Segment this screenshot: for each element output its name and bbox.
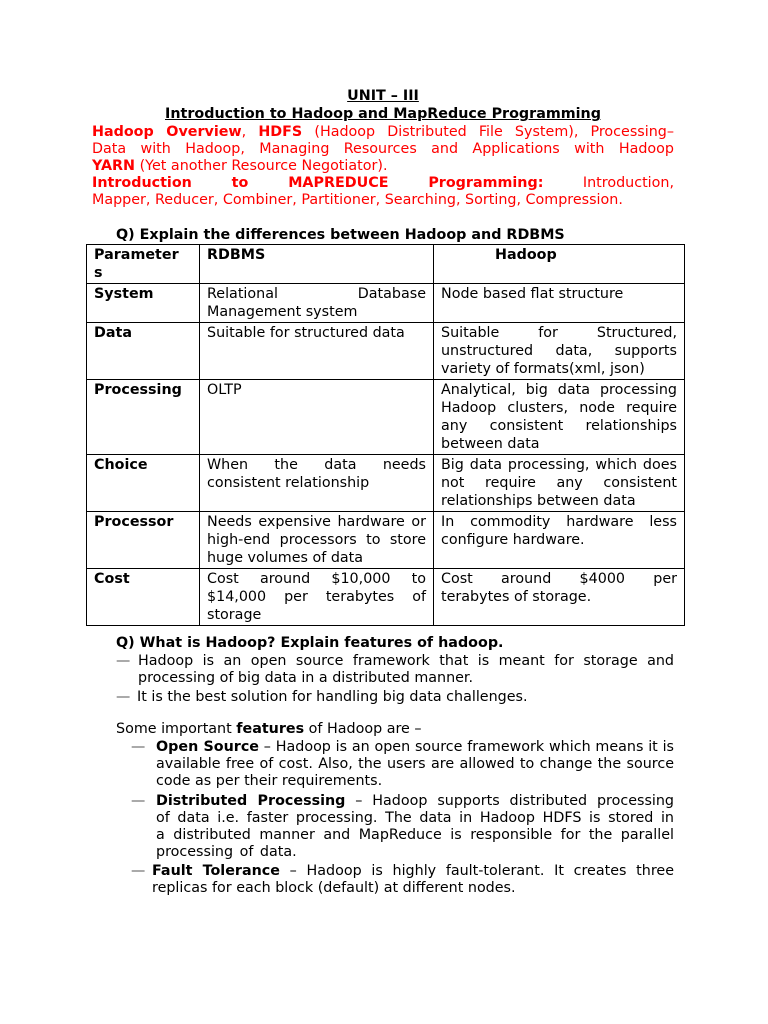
- row-hadoop: Cost around $4000 per terabytes of storage.: [434, 569, 685, 626]
- header-hadoop: [434, 245, 685, 284]
- row-param: Data: [87, 323, 200, 380]
- syllabus-yarn: YARN: [92, 158, 136, 174]
- point-1-text: Hadoop is an open source framework that is meant for storage and processing of big data in a distributed manner.: [138, 653, 674, 686]
- feature-item: [131, 739, 674, 790]
- dash-glyph: —: [131, 863, 146, 879]
- row-param: Cost: [87, 569, 200, 626]
- table-row: [87, 569, 685, 626]
- feature-open-source: [156, 739, 674, 790]
- question-1: [116, 226, 565, 244]
- row-hadoop: Suitable for Structured, unstructured data, supports variety of formats(xml, json): [434, 323, 685, 380]
- row-hadoop: Node based flat structure: [434, 284, 685, 323]
- list-item: [116, 689, 674, 706]
- row-param: Processor: [87, 512, 200, 569]
- row-rdbms: When the data needs consistent relationship: [200, 455, 434, 512]
- syllabus-mr-rest1: Introduction,: [582, 175, 675, 191]
- header-parameters: Parameter s: [87, 245, 200, 284]
- syllabus-mapreduce: Introduction to MAPREDUCE Programming:: [92, 175, 544, 191]
- list-item: [116, 653, 674, 687]
- page-title-text: Introduction to Hadoop and MapReduce Programming: [165, 106, 601, 122]
- syllabus-hdfs: HDFS: [258, 124, 303, 140]
- features-intro-pre: Some important: [116, 721, 232, 737]
- features-intro: [116, 720, 422, 738]
- syllabus-line-4: [92, 175, 674, 192]
- header-rdbms: [200, 245, 434, 284]
- header-rdbms-text: RDBMS: [207, 247, 266, 263]
- dash-icon: [131, 739, 145, 756]
- comparison-table: [86, 244, 685, 626]
- table-row: [87, 512, 685, 569]
- unit-heading: [92, 88, 674, 105]
- syllabus-line-2: Data with Hadoop, Managing Resources and Applications with Hadoop: [92, 141, 674, 157]
- dash-glyph: —: [116, 653, 131, 669]
- dash-icon: [131, 863, 145, 880]
- row-rdbms: Needs expensive hardware or high-end processors to store huge volumes of data: [200, 512, 434, 569]
- row-rdbms: Cost around $10,000 to $14,000 per terabytes of storage: [200, 569, 434, 626]
- row-rdbms: OLTP: [200, 380, 434, 455]
- point-2: It is the best solution for handling big data challenges.: [137, 689, 528, 705]
- dash-glyph: —: [131, 793, 146, 809]
- syllabus-line1-rest: (Hadoop Distributed File System), Processing–: [314, 124, 674, 140]
- question-2-text: Q) What is Hadoop? Explain features of hadoop.: [116, 635, 504, 651]
- feature-text: – Hadoop is highly fault-tolerant. It creates three replicas for each block (default) at different nodes.: [152, 863, 674, 896]
- table-row: [87, 380, 685, 455]
- dash-icon: [131, 793, 145, 810]
- feature-item: [131, 793, 674, 861]
- row-param: Choice: [87, 455, 200, 512]
- features-intro-post: of Hadoop are –: [308, 721, 422, 737]
- syllabus-yarn-rest: (Yet another Resource Negotiator).: [139, 158, 388, 174]
- dash-icon: [116, 653, 138, 670]
- page-title: [92, 106, 674, 123]
- row-rdbms: Relational Database Management system: [200, 284, 434, 323]
- row-param: System: [87, 284, 200, 323]
- row-rdbms: Suitable for structured data: [200, 323, 434, 380]
- feature-text: – Hadoop is an open source framework which means it is available free of cost. Also, the users are allowed to change the source code as per their requirements.: [156, 739, 674, 789]
- feature-item: [131, 863, 674, 897]
- dash-glyph: —: [131, 739, 146, 755]
- feature-name: Fault Tolerance: [152, 863, 280, 879]
- row-hadoop: Analytical, big data processing Hadoop clusters, node require any consistent relationships between data: [434, 380, 685, 455]
- row-hadoop: Big data processing, which does not require any consistent relationships between data: [434, 455, 685, 512]
- syllabus-line-5: Mapper, Reducer, Combiner, Partitioner, Searching, Sorting, Compression.: [92, 192, 623, 208]
- unit-label: UNIT – III: [347, 88, 419, 104]
- dash-glyph: —: [116, 689, 131, 705]
- header-hadoop-text: Hadoop: [495, 247, 557, 263]
- syllabus: [92, 124, 674, 209]
- feature-name: Distributed Processing: [156, 793, 346, 809]
- question-1-text: Q) Explain the differences between Hadoop and RDBMS: [116, 227, 565, 243]
- feature-name: Open Source: [156, 739, 259, 755]
- question-2: [116, 634, 503, 652]
- dash-icon: [116, 689, 138, 706]
- row-hadoop: In commodity hardware less configure hardware.: [434, 512, 685, 569]
- feature-distributed-processing: [156, 793, 674, 861]
- table-header-row: [87, 245, 685, 284]
- feature-text: – Hadoop supports distributed processing of data i.e. faster processing. The data in Hadoop HDFS is stored in a distributed manner and MapReduce is responsible for the parallel processing of data.: [156, 793, 675, 860]
- point-1: [138, 653, 674, 687]
- syllabus-line-3: [92, 158, 674, 175]
- table-row: [87, 284, 685, 323]
- feature-fault-tolerance: [152, 863, 674, 897]
- syllabus-overview: Hadoop Overview: [92, 124, 242, 140]
- features-intro-bold: features: [236, 721, 305, 737]
- table-row: [87, 455, 685, 512]
- table-row: [87, 323, 685, 380]
- syllabus-line-1: [92, 124, 674, 141]
- row-param: Processing: [87, 380, 200, 455]
- syllabus-sep: ,: [241, 124, 247, 140]
